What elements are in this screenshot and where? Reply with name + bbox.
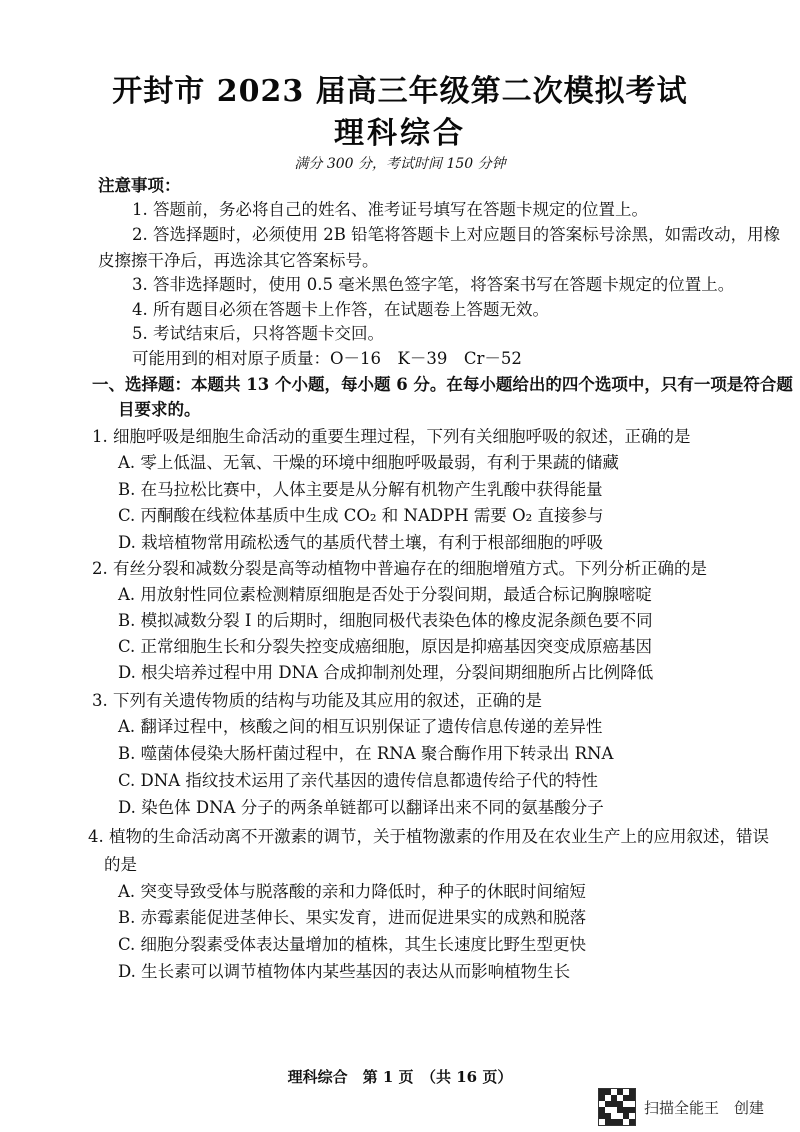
question-option: A. 突变导致受体与脱落酸的亲和力降低时，种子的休眠时间缩短 bbox=[118, 882, 586, 901]
question-stem: 2. 有丝分裂和减数分裂是高等动植物中普遍存在的细胞增殖方式。下列分析正确的是 bbox=[92, 559, 707, 578]
atomic-mass-note: 可能用到的相对原子质量：O－16 K－39 Cr－52 bbox=[132, 349, 522, 368]
note-item: 4. 所有题目必须在答题卡上作答，在试题卷上答题无效。 bbox=[132, 300, 549, 319]
question-option: D. 根尖培养过程中用 DNA 合成抑制剂处理，分裂间期细胞所占比例降低 bbox=[118, 663, 654, 682]
note-item: 2. 答选择题时，必须使用 2B 铅笔将答题卡上对应题目的答案标号涂黑，如需改动，用橡 bbox=[132, 225, 781, 244]
question-stem: 1. 细胞呼吸是细胞生命活动的重要生理过程，下列有关细胞呼吸的叙述，正确的是 bbox=[92, 427, 691, 446]
note-item: 皮擦擦干净后，再选涂其它答案标号。 bbox=[98, 251, 379, 270]
note-item: 3. 答非选择题时，使用 0.5 毫米黑色签字笔，将答案书写在答题卡规定的位置上。 bbox=[132, 275, 735, 294]
page-footer: 理科综合 第 1 页 （共 16 页） bbox=[287, 1068, 513, 1086]
question-stem: 4. 植物的生命活动离不开激素的调节，关于植物激素的作用及在农业生产上的应用叙述，错误 bbox=[88, 827, 769, 846]
exam-subject: 理科综合 bbox=[334, 116, 466, 151]
question-option: B. 噬菌体侵染大肠杆菌过程中，在 RNA 聚合酶作用下转录出 RNA bbox=[118, 744, 614, 763]
question-option: C. 细胞分裂素受体表达量增加的植株，其生长速度比野生型更快 bbox=[118, 935, 587, 954]
question-option: A. 用放射性同位素检测精原细胞是否处于分裂间期，最适合标记胸腺嘧啶 bbox=[118, 585, 652, 604]
question-option: D. 生长素可以调节植物体内某些基因的表达从而影响植物生长 bbox=[118, 962, 571, 981]
question-option: B. 在马拉松比赛中，人体主要是从分解有机物产生乳酸中获得能量 bbox=[118, 480, 603, 499]
question-option: C. 丙酮酸在线粒体基质中生成 CO₂ 和 NADPH 需要 O₂ 直接参与 bbox=[118, 506, 604, 525]
section-heading: 一、选择题：本题共 13 个小题，每小题 6 分。在每小题给出的四个选项中，只有一项是符合题 bbox=[92, 375, 793, 394]
question-option: A. 翻译过程中，核酸之间的相互识别保证了遗传信息传递的差异性 bbox=[118, 717, 603, 736]
exam-title: 开封市 2023 届高三年级第二次模拟考试 bbox=[112, 74, 688, 109]
question-stem-cont: 的是 bbox=[104, 855, 137, 874]
watermark-text: 扫描全能王 创建 bbox=[644, 1098, 765, 1117]
question-option: B. 赤霉素能促进茎伸长、果实发育，进而促进果实的成熟和脱落 bbox=[118, 908, 587, 927]
question-option: C. DNA 指纹技术运用了亲代基因的遗传信息都遗传给子代的特性 bbox=[118, 771, 598, 790]
question-stem: 3. 下列有关遗传物质的结构与功能及其应用的叙述，正确的是 bbox=[92, 691, 542, 710]
section-heading-cont: 目要求的。 bbox=[118, 400, 201, 419]
question-option: C. 正常细胞生长和分裂失控变成癌细胞，原因是抑癌基因突变成原癌基因 bbox=[118, 637, 653, 656]
qr-code-icon bbox=[598, 1088, 636, 1126]
notes-heading: 注意事项： bbox=[98, 176, 181, 195]
note-item: 1. 答题前，务必将自己的姓名、准考证号填写在答题卡规定的位置上。 bbox=[132, 200, 648, 219]
note-item: 5. 考试结束后，只将答题卡交回。 bbox=[132, 324, 384, 343]
question-option: A. 零上低温、无氧、干燥的环境中细胞呼吸最弱，有利于果蔬的储藏 bbox=[118, 453, 619, 472]
exam-info: 满分 300 分，考试时间 150 分钟 bbox=[294, 156, 506, 172]
question-option: D. 栽培植物常用疏松透气的基质代替土壤，有利于根部细胞的呼吸 bbox=[118, 533, 604, 552]
question-option: D. 染色体 DNA 分子的两条单链都可以翻译出来不同的氨基酸分子 bbox=[118, 798, 604, 817]
scanner-watermark bbox=[598, 1088, 764, 1126]
question-option: B. 模拟减数分裂 I 的后期时，细胞同极代表染色体的橡皮泥条颜色要不同 bbox=[118, 611, 653, 630]
